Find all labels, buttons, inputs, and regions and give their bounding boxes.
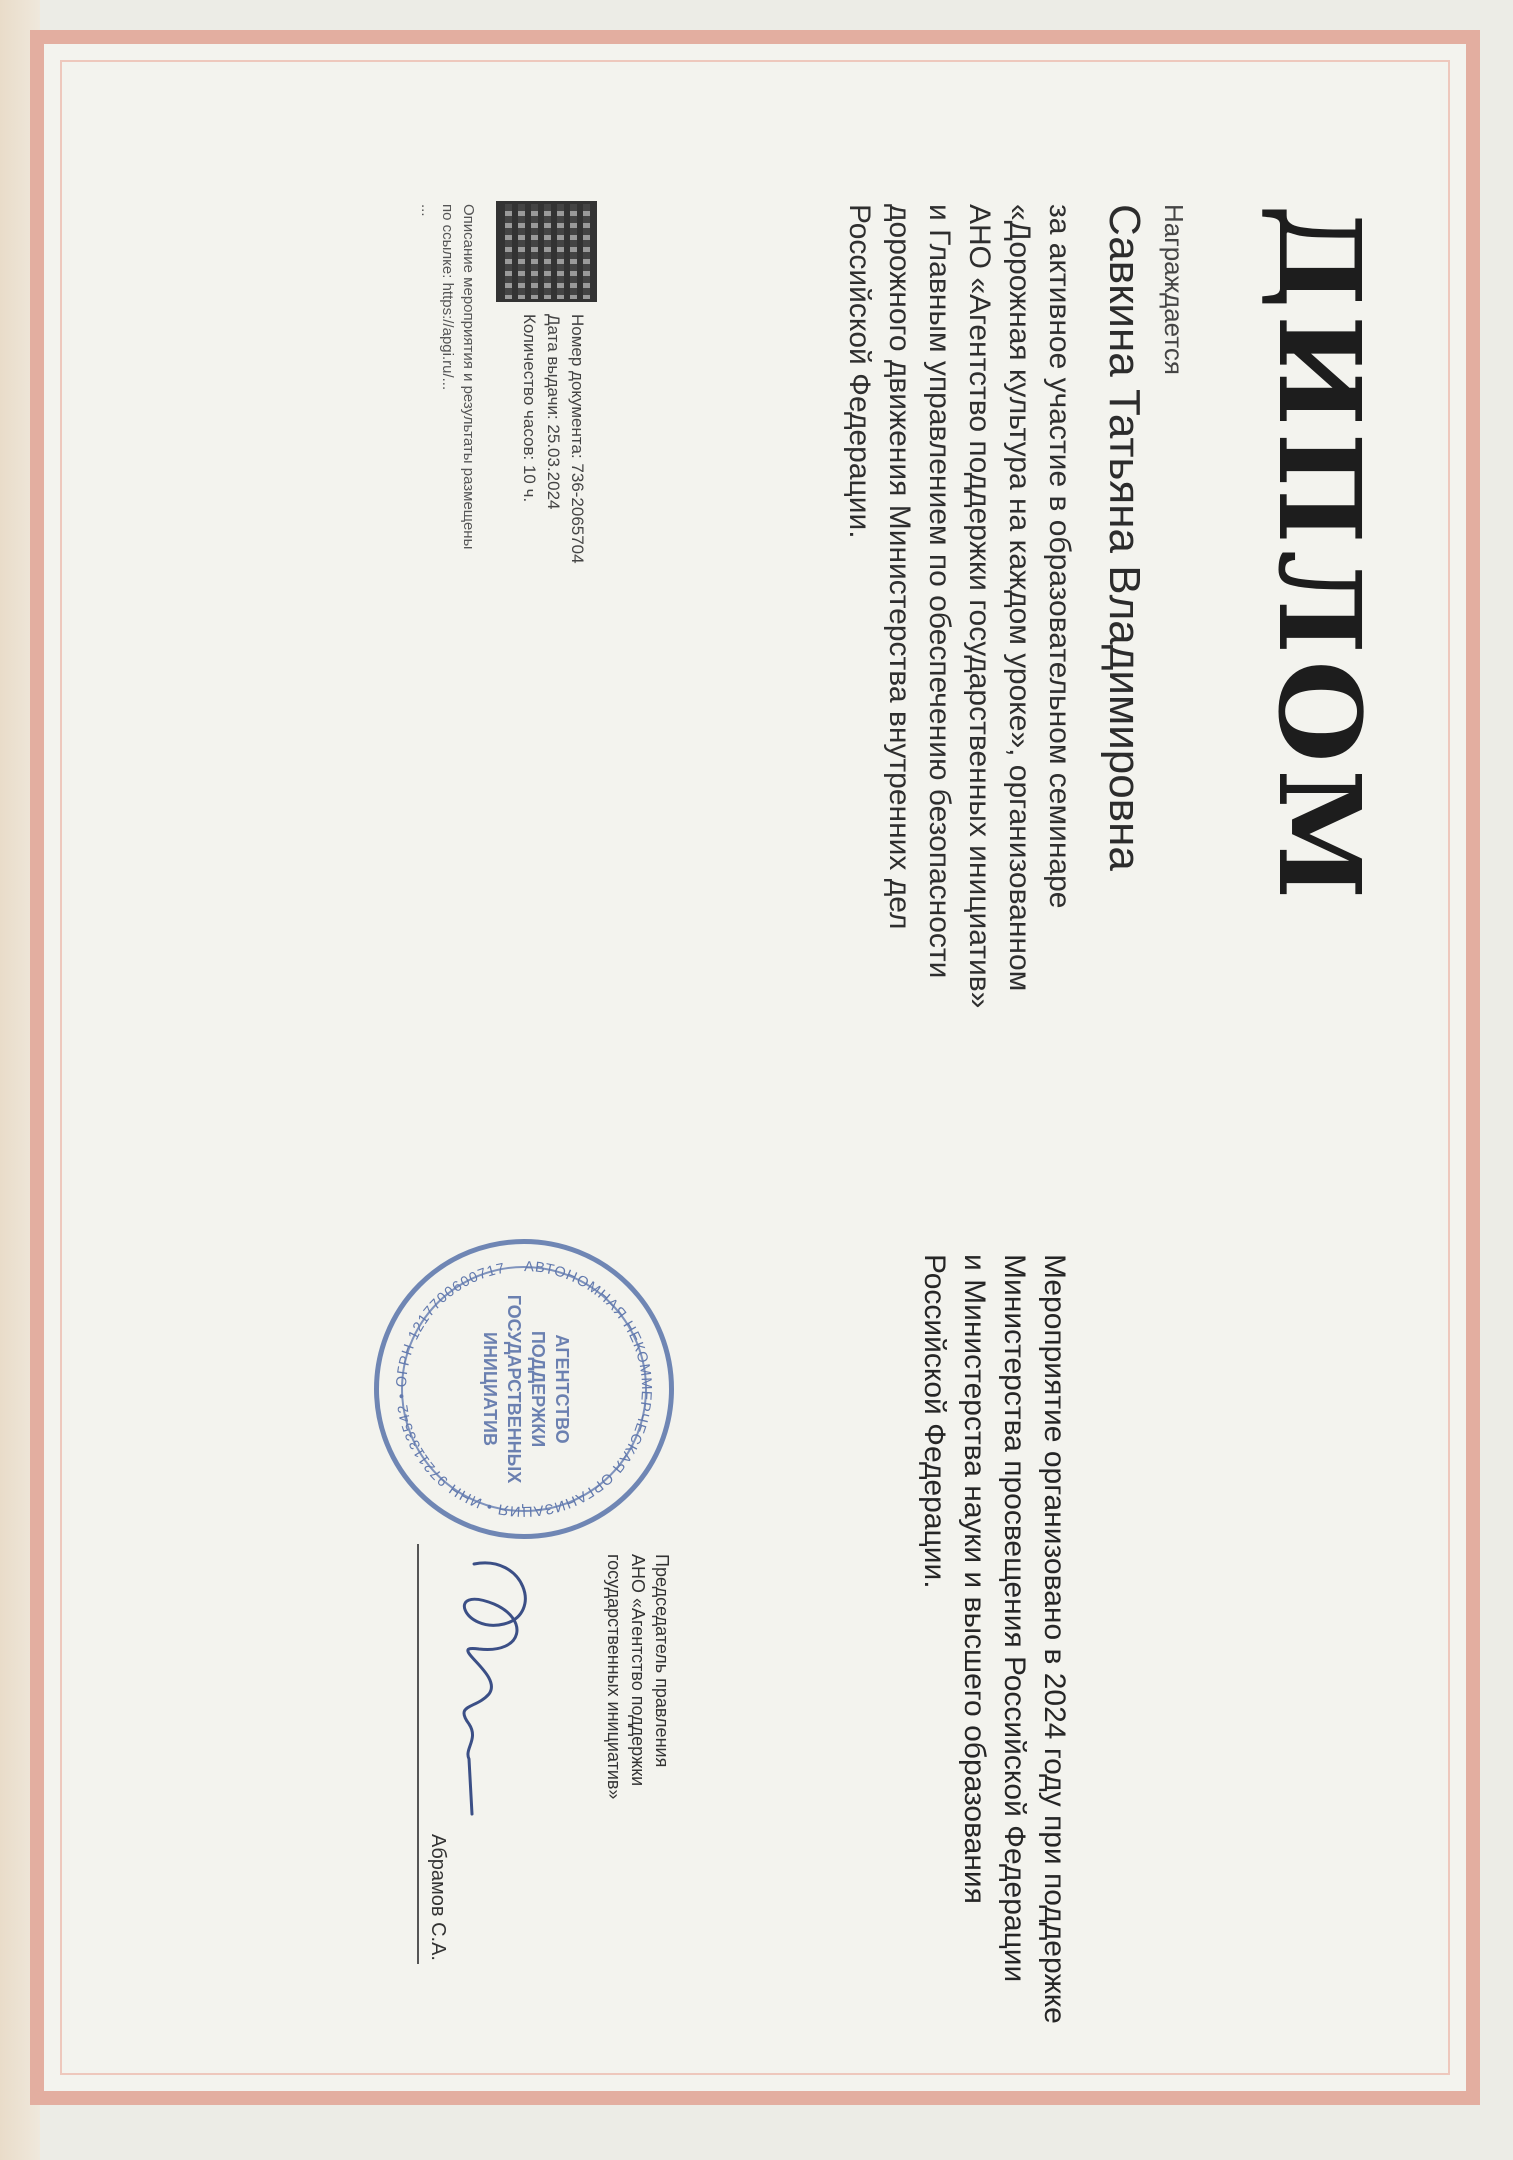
position-line: государственных инициатив» bbox=[604, 1554, 624, 1800]
signatory-position bbox=[602, 1554, 674, 1799]
position-line: АНО «Агентство поддержки bbox=[628, 1554, 648, 1787]
recipient-name: Савкина Татьяна Владимировна bbox=[1100, 204, 1149, 871]
signature-graphic bbox=[424, 1544, 564, 1824]
position-line: Председатель правления bbox=[652, 1554, 672, 1768]
support-statement bbox=[914, 1254, 1074, 2034]
reason-line: «Дорожная культура на каждом уроке», организованном bbox=[1003, 204, 1036, 992]
issue-date: Дата выдачи: 25.03.2024 bbox=[544, 314, 563, 510]
organization-stamp bbox=[374, 1239, 674, 1539]
support-line: Мероприятие организовано в 2024 году при поддержке bbox=[1038, 1254, 1071, 2024]
support-line: Российской Федерации. bbox=[918, 1254, 951, 1589]
diploma-page bbox=[30, 30, 1480, 2105]
stamp-line: ПОДДЕРЖКИ bbox=[528, 1330, 548, 1448]
document-info bbox=[517, 314, 589, 564]
awarded-label: Награждается bbox=[1159, 204, 1189, 375]
footer-line: по ссылке: https://apgi.ru/... bbox=[439, 204, 456, 391]
reason-line: Российской Федерации. bbox=[843, 204, 876, 539]
support-line: Министерства просвещения Российской Федерации bbox=[998, 1254, 1031, 1983]
stamp-outer-text: АВТОНОМНАЯ НЕКОММЕРЧЕСКАЯ ОРГАНИЗАЦИЯ • ИНН 9721133542 • ОГРН 1217700600717 bbox=[393, 1258, 655, 1520]
qr-code bbox=[499, 204, 594, 299]
stamp-line: АГЕНТСТВО bbox=[552, 1334, 572, 1444]
support-line: и Министерства науки и высшего образования bbox=[958, 1254, 991, 1904]
reason-line: АНО «Агентство поддержки государственных инициатив» bbox=[963, 204, 996, 1009]
stamp-line: ИНИЦИАТИВ bbox=[480, 1332, 500, 1446]
footer-line: Описание мероприятия и результаты размещены bbox=[460, 204, 477, 550]
signature-line bbox=[417, 1544, 419, 1964]
reason-line: дорожного движения Министерства внутренних дел bbox=[883, 204, 916, 930]
diploma-content bbox=[44, 54, 1434, 2064]
reason-line: за активное участие в образовательном семинаре bbox=[1043, 204, 1076, 909]
stamp-line: ГОСУДАРСТВЕННЫХ bbox=[504, 1294, 524, 1484]
diploma-title: ДИПЛОМ bbox=[1253, 204, 1386, 906]
signatory-name: Абрамов С.А. bbox=[427, 1834, 449, 1961]
award-reason bbox=[839, 204, 1079, 1184]
document-footer bbox=[416, 204, 479, 549]
reason-line: и Главным управлением по обеспечению безопасности bbox=[923, 204, 956, 979]
document-number: Номер документа: 736-2065704 bbox=[568, 314, 587, 564]
footer-line: ... bbox=[418, 204, 435, 217]
hours-count: Количество часов: 10 ч. bbox=[520, 314, 539, 503]
stamp-center-text bbox=[478, 1244, 574, 1534]
